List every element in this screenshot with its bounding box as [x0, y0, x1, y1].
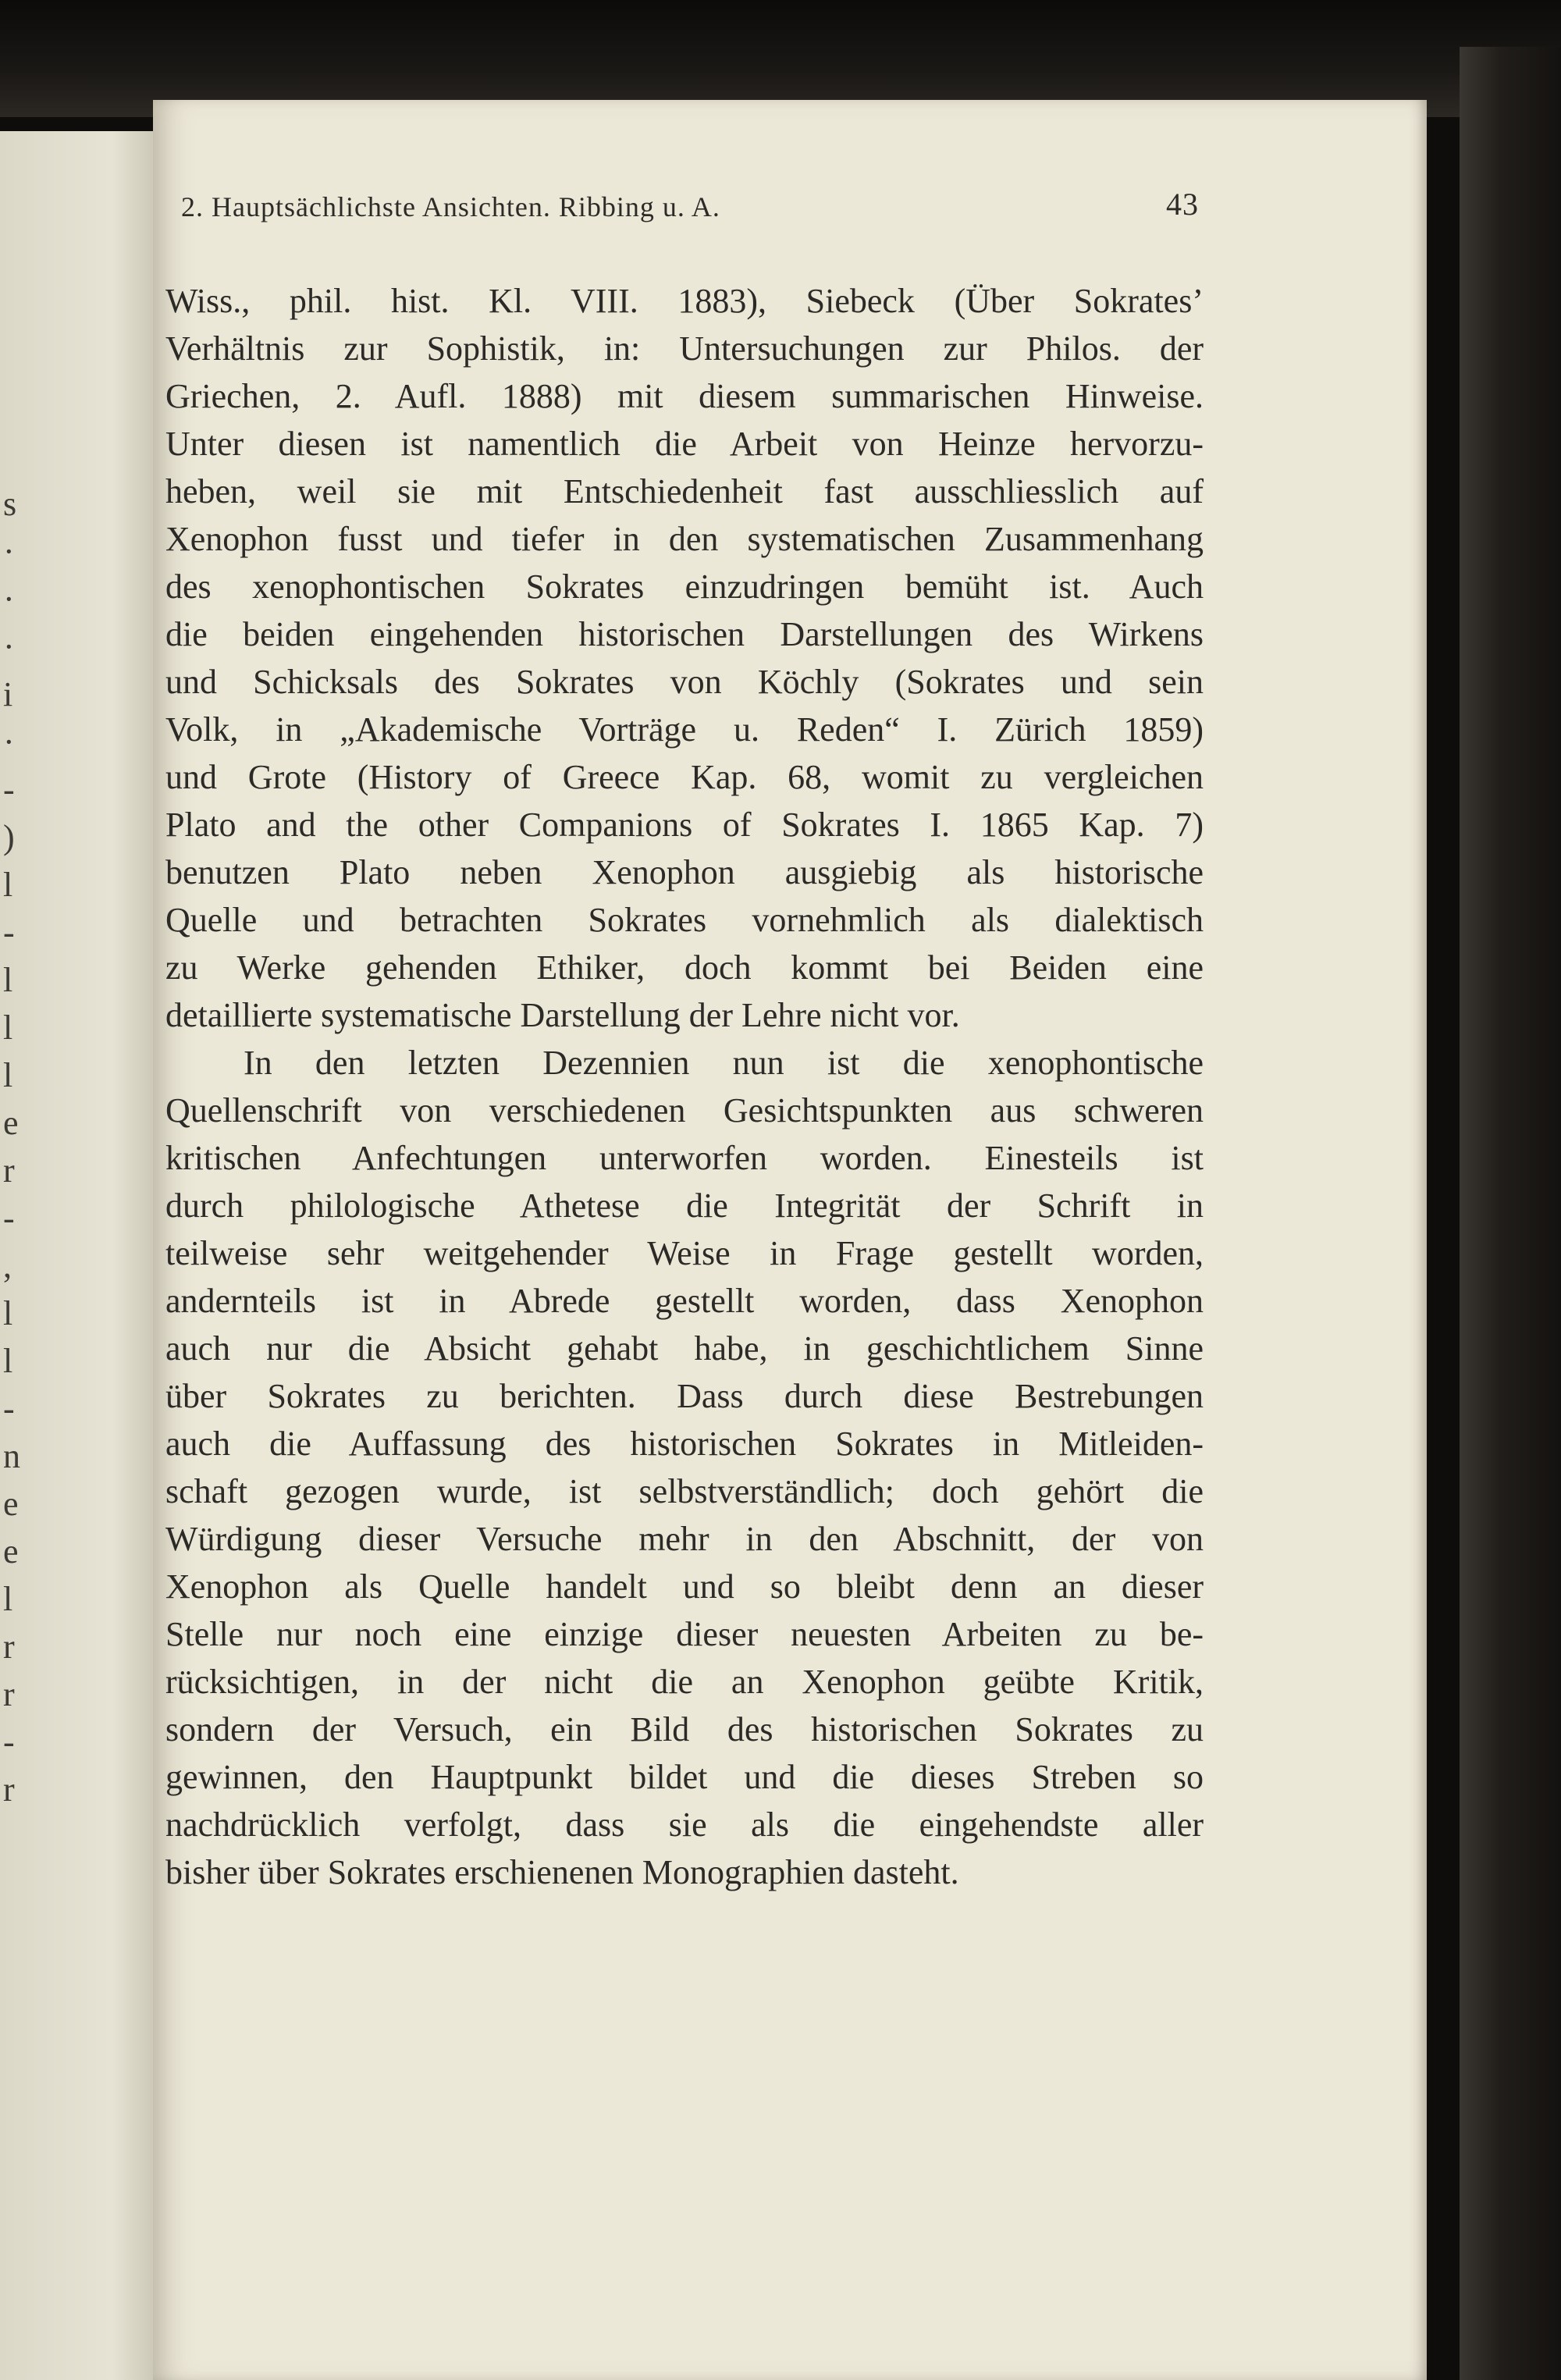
text-line: auch die Auffassung des historischen Sokrates in Mitleiden- — [165, 1425, 1204, 1463]
text-line: zu Werke gehenden Ethiker, doch kommt bei Beiden eine — [165, 948, 1204, 987]
text-line: In den letzten Dezennien nun ist die xenophontische — [244, 1044, 1204, 1082]
facing-page-glyph: l — [3, 1294, 13, 1332]
text-line: Quelle und betrachten Sokrates vornehmlich als dialektisch — [165, 901, 1204, 939]
text-line: Quellenschrift von verschiedenen Gesichtspunkten aus schweren — [165, 1091, 1204, 1130]
text-line: bisher über Sokrates erschienenen Monographien dasteht. — [165, 1853, 959, 1891]
text-line: über Sokrates zu berichten. Dass durch diese Bestrebungen — [165, 1377, 1204, 1415]
text-line: heben, weil sie mit Entschiedenheit fast ausschliesslich auf — [165, 472, 1204, 511]
facing-page-glyph: - — [3, 1723, 15, 1761]
text-line: Plato and the other Companions of Sokrates I. 1865 Kap. 7) — [165, 806, 1204, 844]
text-line: benutzen Plato neben Xenophon ausgiebig als historische — [165, 853, 1204, 891]
text-line: durch philologische Athetese die Integrität der Schrift in — [165, 1186, 1204, 1225]
facing-page-glyphs — [0, 131, 31, 2380]
facing-page-glyph: - — [3, 913, 15, 952]
text-line: kritischen Anfechtungen unterworfen worden. Einesteils ist — [165, 1139, 1204, 1177]
text-line: andernteils ist in Abrede gestellt worden, dass Xenophon — [165, 1282, 1204, 1320]
text-line: Xenophon als Quelle handelt und so bleibt denn an dieser — [165, 1567, 1204, 1606]
facing-page-glyph: l — [3, 1009, 13, 1047]
facing-page-glyph: - — [3, 1199, 15, 1237]
text-line: und Schicksals des Sokrates von Köchly (Sokrates und sein — [165, 663, 1204, 701]
facing-page-glyph: · — [3, 723, 15, 761]
facing-page-glyph: , — [3, 1247, 12, 1285]
facing-page-glyph: e — [3, 1532, 19, 1571]
text-line: die beiden eingehenden historischen Darstellungen des Wirkens — [165, 615, 1204, 653]
page-header — [181, 187, 1199, 237]
facing-page-glyph: ) — [3, 818, 15, 856]
text-line: nachdrücklich verfolgt, dass sie als die eingehendste aller — [165, 1805, 1204, 1844]
page-number: 43 — [1166, 187, 1199, 222]
text-line: Würdigung dieser Versuche mehr in den Abschnitt, der von — [165, 1520, 1204, 1558]
facing-page-glyph: - — [3, 1389, 15, 1428]
text-line: detaillierte systematische Darstellung der Lehre nicht vor. — [165, 996, 960, 1034]
text-line: und Grote (History of Greece Kap. 68, womit zu vergleichen — [165, 758, 1204, 796]
text-line: schaft gezogen wurde, ist selbstverständlich; doch gehört die — [165, 1472, 1204, 1510]
facing-page-glyph: · — [3, 628, 15, 666]
text-line: Unter diesen ist namentlich die Arbeit von Heinze hervorzu- — [165, 425, 1204, 463]
text-line: Verhältnis zur Sophistik, in: Untersuchungen zur Philos. der — [165, 329, 1204, 368]
facing-page-glyph: n — [3, 1437, 20, 1475]
facing-page-glyph: e — [3, 1485, 19, 1523]
facing-page-glyph: r — [3, 1151, 15, 1190]
facing-page-glyph: i — [3, 675, 13, 713]
text-line: Wiss., phil. hist. Kl. VIII. 1883), Siebeck (Über Sokrates’ — [165, 282, 1204, 320]
text-line: Griechen, 2. Aufl. 1888) mit diesem summarischen Hinweise. — [165, 377, 1204, 415]
facing-page-glyph: r — [3, 1628, 15, 1666]
text-line: rücksichtigen, in der nicht die an Xenophon geübte Kritik, — [165, 1663, 1204, 1701]
text-line: Xenophon fusst und tiefer in den systematischen Zusammenhang — [165, 520, 1204, 558]
text-line: sondern der Versuch, ein Bild des historischen Sokrates zu — [165, 1710, 1204, 1749]
book-spine — [1460, 47, 1561, 2380]
facing-page-edge — [0, 131, 160, 2380]
facing-page-glyph: e — [3, 1104, 19, 1142]
facing-page-glyph: l — [3, 1342, 13, 1380]
facing-page-glyph: r — [3, 1770, 15, 1809]
facing-page-glyph: s — [3, 485, 17, 523]
facing-page-glyph: l — [3, 1056, 13, 1094]
facing-page-glyph: l — [3, 1580, 13, 1618]
text-line: Volk, in „Akademische Vorträge u. Reden“ I. Zürich 1859) — [165, 710, 1204, 749]
text-line: des xenophontischen Sokrates einzudringen bemüht ist. Auch — [165, 567, 1204, 606]
facing-page-glyph: l — [3, 866, 13, 904]
facing-page-glyph: · — [3, 580, 15, 618]
running-title: 2. Hauptsächlichste Ansichten. Ribbing u. A. — [181, 191, 720, 222]
facing-page-glyph: l — [3, 961, 13, 999]
text-line: gewinnen, den Hauptpunkt bildet und die dieses Streben so — [165, 1758, 1204, 1796]
facing-page-glyph: - — [3, 770, 15, 809]
text-line: auch nur die Absicht gehabt habe, in geschichtlichem Sinne — [165, 1329, 1204, 1368]
text-line: teilweise sehr weitgehender Weise in Frage gestellt worden, — [165, 1234, 1204, 1272]
body-text — [165, 277, 1204, 1896]
facing-page-glyph: · — [3, 532, 15, 571]
facing-page-glyph: r — [3, 1675, 15, 1713]
text-line: Stelle nur noch eine einzige dieser neuesten Arbeiten zu be- — [165, 1615, 1204, 1653]
